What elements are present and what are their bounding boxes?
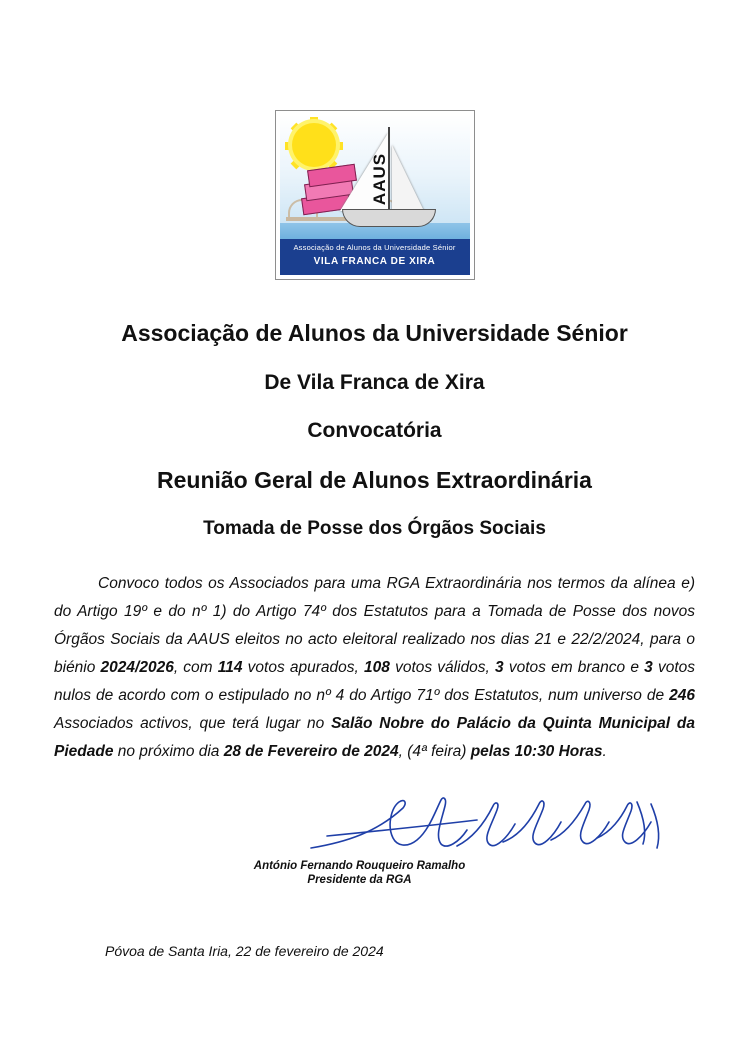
logo-banner xyxy=(280,239,470,275)
body-segment-3: votos apurados, xyxy=(242,659,365,676)
body-segment-6: votos nulos de acordo com o estipulado no nº 4 do Artigo 71º dos Estatutos, num universo de xyxy=(54,659,696,704)
total-members-value: 246 xyxy=(669,687,695,704)
logo-banner-line1: Associação de Alunos da Universidade Sénior xyxy=(293,243,456,252)
valid-votes-value: 108 xyxy=(364,659,390,676)
signer-role: Presidente da RGA xyxy=(307,874,412,886)
organisation-location: De Vila Franca de Xira xyxy=(264,371,485,394)
organisation-name: Associação de Alunos da Universidade Sénior xyxy=(121,320,628,346)
body-segment-1: Convoco todos os Associados para uma RGA Extraordinária nos termos da alínea e) do Artigo 19º e do nº 1) do Artigo 74º dos Estatutos para a Tomada de Posse dos novos Órgãos Sociais da AAUS eleitos no acto eleitoral realizado nos dias 21 e 22/2/2024, para o biénio xyxy=(54,575,695,676)
votes-counted-value: 114 xyxy=(217,659,243,676)
body-segment-4: votos válidos, xyxy=(389,659,496,676)
blank-votes-value: 3 xyxy=(495,659,504,676)
aaus-logo xyxy=(275,110,475,280)
signature-image xyxy=(52,792,697,858)
biennium-value: 2024/2026 xyxy=(100,659,174,676)
venue-value: Salão Nobre do Palácio da Quinta Municipal da Piedade xyxy=(54,715,695,760)
page-title: Reunião Geral de Alunos Extraordinária xyxy=(157,467,592,493)
body-segment-5: votos em branco e xyxy=(503,659,645,676)
logo-sail-text: AAUS xyxy=(369,152,389,206)
signature-block xyxy=(52,792,697,886)
logo-banner-line2: VILA FRANCA DE XIRA xyxy=(313,256,436,267)
null-votes-value: 3 xyxy=(644,659,653,676)
document-type: Convocatória xyxy=(307,419,442,442)
logo-container xyxy=(52,0,697,280)
body-segment-7: Associados activos, que terá lugar no xyxy=(54,715,332,732)
body-segment-2: , com xyxy=(173,659,218,676)
place-and-date: Póvoa de Santa Iria, 22 de fevereiro de 2024 xyxy=(105,943,384,959)
body-segment-9: , (4ª feira) xyxy=(398,743,471,760)
signer-name: António Fernando Rouqueiro Ramalho xyxy=(253,860,466,872)
sailboat-foresail-icon xyxy=(392,145,424,211)
body-segment-8: no próximo dia xyxy=(113,743,224,760)
body-paragraph xyxy=(52,570,697,766)
body-segment-10: . xyxy=(602,743,607,760)
document-headings xyxy=(52,320,697,540)
sailboat-hull-icon xyxy=(342,209,436,227)
page-subtitle: Tomada de Posse dos Órgãos Sociais xyxy=(203,518,546,539)
event-date-value: 28 de Fevereiro de 2024 xyxy=(223,743,399,760)
event-time-value: pelas 10:30 Horas xyxy=(470,743,603,760)
